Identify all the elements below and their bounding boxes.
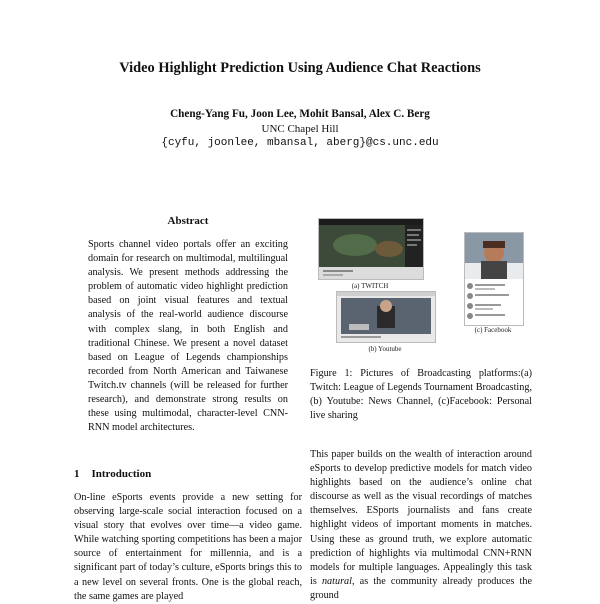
author-emails: {cyfu, joonlee, mbansal, aberg}@cs.unc.edu <box>161 137 439 149</box>
introduction-text: On-line eSports events provide a new setting for observing large-scale social interaction focused on a visual story that evolves over time—a video game. While watching sporting competitions has been a major source of entertainment for millennia, and is a significant part of today’s culture, eSports brings this to a new level on several fronts. One is the global reach, the same games are played <box>74 492 302 602</box>
twitch-game-view <box>319 219 423 279</box>
facebook-live-view <box>465 233 523 325</box>
right-column-text <box>310 448 532 603</box>
subcaption-c: (c) Facebook <box>474 326 512 334</box>
section-heading <box>74 468 151 480</box>
twitch-screenshot <box>318 218 424 280</box>
youtube-news-view <box>337 292 435 342</box>
author-list: Cheng-Yang Fu, Joon Lee, Mohit Bansal, Alex C. Berg <box>170 108 430 120</box>
figure-caption: Figure 1: Pictures of Broadcasting platforms:(a) Twitch: League of Legends Tournament Broadcasting, (b) Youtube: News Channel, (c)Facebook: Personal live sharing <box>310 368 532 422</box>
subcaption-a: (a) TWITCH <box>351 282 389 290</box>
section-title: Introduction <box>91 468 152 480</box>
right-text-part-1: This paper builds on the wealth of interaction around eSports to develop predictive models for match video highlights based on the audience’s online chat discourse as well as the visual recordings of matches themselves. ESports journalists and fans create highlight videos of important moments in matches. Using these as ground truth, we explore automatic prediction of highlights via multimodal CNN+RNN models for multiple languages. Appealingly this task is <box>310 449 532 587</box>
abstract-heading: Abstract <box>167 215 209 227</box>
paper-title: Video Highlight Prediction Using Audience Chat Reactions <box>119 60 481 76</box>
right-text-part-2: , as the community already produces the ground <box>310 575 532 601</box>
emphasis-natural: natural <box>321 575 352 587</box>
figure-1 <box>310 215 532 360</box>
subcaption-b: (b) Youtube <box>368 345 402 353</box>
affiliation: UNC Chapel Hill <box>261 123 339 135</box>
youtube-screenshot <box>336 291 436 343</box>
section-number: 1 <box>74 468 80 480</box>
facebook-screenshot <box>464 232 524 326</box>
abstract-text: Sports channel video portals offer an exciting domain for research on multimodal, multilingual analysis. We present methods addressing the problem of automatic video highlight prediction based on joint visual features and textual analysis of the real-world audience discourse with complex slang, in both English and traditional Chinese. We present a novel dataset based on League of Legends championships recorded from North American and Taiwanese Twitch.tv channels (will be released for further research), and demonstrate strong results on these using multimodal, character-level CNN-RNN model architectures. <box>88 239 288 434</box>
